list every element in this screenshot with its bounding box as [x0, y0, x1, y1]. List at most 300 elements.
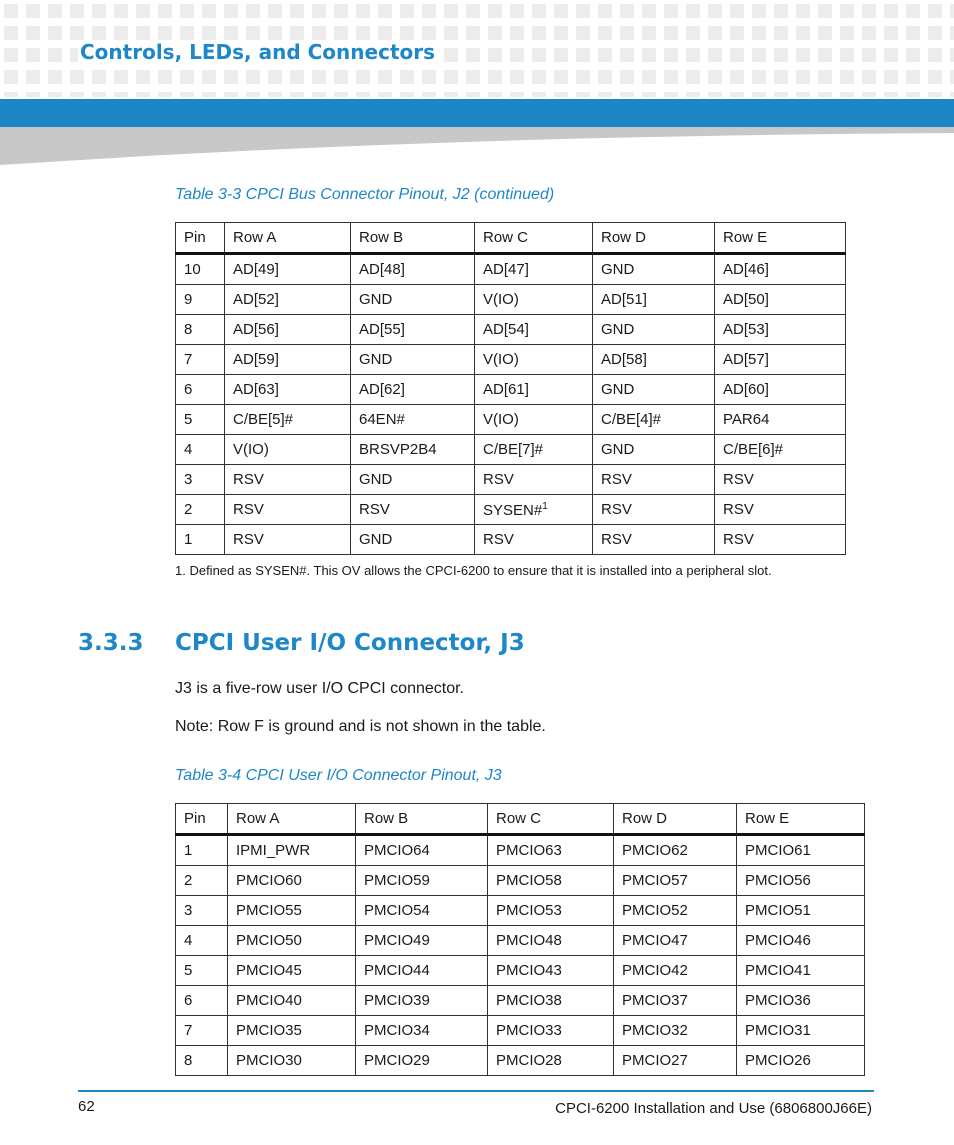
table-cell	[176, 465, 225, 495]
column-header: Pin	[176, 223, 225, 254]
pattern-square	[114, 26, 128, 40]
cell-value: PMCIO27	[622, 1052, 688, 1069]
pattern-square	[598, 4, 612, 18]
cell-value: 6	[184, 381, 193, 398]
pattern-square	[136, 70, 150, 84]
cell-value: PMCIO46	[745, 932, 811, 949]
pattern-square	[620, 26, 634, 40]
pattern-square	[488, 70, 502, 84]
cell-value: PMCIO51	[745, 902, 811, 919]
table-cell	[228, 866, 356, 896]
pattern-square	[334, 26, 348, 40]
pattern-square	[246, 4, 260, 18]
table-cell	[614, 866, 737, 896]
cell-value: GND	[359, 291, 393, 308]
table-cell	[351, 315, 475, 345]
pattern-square	[92, 26, 106, 40]
table-cell	[356, 1016, 488, 1046]
pattern-square	[136, 26, 150, 40]
section-number: 3.3.3	[78, 630, 144, 656]
pattern-square	[796, 92, 810, 97]
table-cell	[351, 435, 475, 465]
pattern-square	[708, 70, 722, 84]
pattern-square	[620, 4, 634, 18]
pattern-square	[840, 70, 854, 84]
table-cell	[225, 345, 351, 375]
pattern-square	[400, 4, 414, 18]
table-cell	[614, 986, 737, 1016]
cell-value: GND	[359, 471, 393, 488]
table-caption: Table 3-3 CPCI Bus Connector Pinout, J2 (continued)	[175, 186, 555, 203]
cell-value: PMCIO39	[364, 992, 430, 1009]
cell-value: BRSVP2B4	[359, 441, 437, 458]
table-cell	[176, 1046, 228, 1076]
pattern-square	[312, 92, 326, 97]
column-header: Row B	[351, 223, 475, 254]
pattern-square	[180, 92, 194, 97]
pattern-square	[598, 70, 612, 84]
pattern-square	[92, 4, 106, 18]
column-header: Row A	[225, 223, 351, 254]
pattern-square	[356, 4, 370, 18]
pattern-square	[268, 70, 282, 84]
pattern-square	[950, 26, 954, 40]
cell-value: C/BE[4]#	[601, 411, 662, 428]
table-cell	[176, 405, 225, 435]
pattern-square	[796, 26, 810, 40]
table-cell	[176, 525, 225, 555]
table-cell	[351, 525, 475, 555]
pattern-square	[224, 26, 238, 40]
table-cell	[593, 375, 715, 405]
table-row	[176, 956, 865, 986]
table-row	[176, 345, 846, 375]
table-cell	[176, 435, 225, 465]
pattern-square	[422, 26, 436, 40]
table-cell	[228, 835, 356, 866]
cell-value: C/BE[6]#	[723, 441, 784, 458]
pattern-square	[730, 48, 744, 62]
cell-value: RSV	[233, 531, 264, 548]
pattern-square	[862, 92, 876, 97]
pattern-square	[884, 48, 898, 62]
pattern-square	[378, 92, 392, 97]
table-cell	[475, 405, 593, 435]
pattern-square	[906, 4, 920, 18]
cell-value: 5	[184, 962, 193, 979]
table-row	[176, 1016, 865, 1046]
cell-value: 6	[184, 992, 193, 1009]
pattern-square	[378, 26, 392, 40]
pattern-square	[906, 26, 920, 40]
pattern-square	[642, 26, 656, 40]
table-cell	[593, 465, 715, 495]
pattern-square	[928, 48, 942, 62]
cell-value: PAR64	[723, 411, 770, 428]
pattern-square	[92, 92, 106, 97]
cell-value: PMCIO30	[236, 1052, 302, 1069]
note-paragraph: Note: Row F is ground and is not shown in the table.	[175, 718, 546, 735]
pattern-square	[4, 92, 18, 97]
pattern-square	[774, 48, 788, 62]
table-cell	[356, 986, 488, 1016]
pattern-square	[48, 48, 62, 62]
cell-value: AD[47]	[483, 261, 529, 278]
table-cell	[176, 495, 225, 525]
pattern-square	[290, 4, 304, 18]
pattern-square	[818, 92, 832, 97]
cell-value: 10	[184, 261, 201, 278]
pattern-square	[48, 26, 62, 40]
table-cell	[737, 1046, 865, 1076]
cell-value: RSV	[483, 471, 514, 488]
pattern-square	[334, 4, 348, 18]
pattern-square	[202, 70, 216, 84]
pattern-square	[730, 26, 744, 40]
table-cell	[715, 405, 846, 435]
cell-value: PMCIO55	[236, 902, 302, 919]
pattern-square	[796, 4, 810, 18]
pattern-square	[312, 70, 326, 84]
cell-value: RSV	[601, 501, 632, 518]
table-row	[176, 1046, 865, 1076]
pattern-square	[114, 92, 128, 97]
table-cell	[475, 345, 593, 375]
table-cell	[225, 465, 351, 495]
pattern-square	[466, 70, 480, 84]
pattern-square	[114, 4, 128, 18]
pattern-square	[136, 92, 150, 97]
cell-value: PMCIO62	[622, 842, 688, 859]
table-cell	[488, 835, 614, 866]
table-cell	[737, 1016, 865, 1046]
cell-value: RSV	[723, 471, 754, 488]
pattern-square	[290, 70, 304, 84]
table-cell	[176, 375, 225, 405]
table-cell	[176, 285, 225, 315]
table-cell	[475, 495, 593, 525]
table-cell	[351, 405, 475, 435]
pattern-square	[488, 48, 502, 62]
cell-value: PMCIO40	[236, 992, 302, 1009]
pattern-square	[312, 4, 326, 18]
cell-value: PMCIO28	[496, 1052, 562, 1069]
pattern-square	[752, 26, 766, 40]
pattern-square	[224, 70, 238, 84]
pattern-square	[708, 4, 722, 18]
table-cell	[176, 1016, 228, 1046]
pattern-square	[70, 92, 84, 97]
cell-value: V(IO)	[483, 291, 519, 308]
table-row	[176, 315, 846, 345]
table-cell	[475, 375, 593, 405]
cell-value: PMCIO56	[745, 872, 811, 889]
cell-value: PMCIO36	[745, 992, 811, 1009]
pattern-square	[730, 70, 744, 84]
table-cell	[593, 435, 715, 465]
pattern-square	[378, 4, 392, 18]
table-cell	[737, 835, 865, 866]
table-cell	[225, 315, 351, 345]
pattern-square	[664, 70, 678, 84]
table-cell	[225, 254, 351, 285]
pattern-square	[532, 70, 546, 84]
table-cell	[737, 896, 865, 926]
cell-value: AD[60]	[723, 381, 769, 398]
pattern-square	[466, 26, 480, 40]
column-header: Pin	[176, 804, 228, 835]
table-cell	[351, 285, 475, 315]
pattern-square	[158, 4, 172, 18]
pattern-square	[532, 48, 546, 62]
cell-value: PMCIO44	[364, 962, 430, 979]
pattern-square	[356, 70, 370, 84]
pattern-square	[444, 70, 458, 84]
footer-rule	[78, 1090, 874, 1092]
pattern-square	[422, 70, 436, 84]
table-cell	[475, 435, 593, 465]
table-cell	[715, 495, 846, 525]
pattern-square	[840, 92, 854, 97]
cell-value: AD[48]	[359, 261, 405, 278]
pattern-square	[950, 92, 954, 97]
pattern-square	[488, 26, 502, 40]
cell-value: AD[53]	[723, 321, 769, 338]
cell-value: RSV	[233, 501, 264, 518]
cell-value: PMCIO53	[496, 902, 562, 919]
table-cell	[176, 835, 228, 866]
cell-value: IPMI_PWR	[236, 842, 311, 859]
table-cell	[593, 405, 715, 435]
table-cell	[614, 896, 737, 926]
cell-value: PMCIO29	[364, 1052, 430, 1069]
table-cell	[488, 866, 614, 896]
cell-value: PMCIO60	[236, 872, 302, 889]
cell-value: PMCIO49	[364, 932, 430, 949]
table-cell	[351, 375, 475, 405]
cell-value: GND	[359, 351, 393, 368]
pattern-square	[928, 4, 942, 18]
pattern-square	[246, 70, 260, 84]
table-cell	[737, 956, 865, 986]
table-cell	[614, 1016, 737, 1046]
pattern-square	[862, 26, 876, 40]
cell-value: RSV	[601, 531, 632, 548]
pattern-square	[862, 4, 876, 18]
cell-value: PMCIO34	[364, 1022, 430, 1039]
cell-value: PMCIO42	[622, 962, 688, 979]
table-cell	[176, 956, 228, 986]
table-cell	[228, 1016, 356, 1046]
cell-value: PMCIO26	[745, 1052, 811, 1069]
pattern-square	[620, 48, 634, 62]
document-title: CPCI-6200 Installation and Use (6806800J66E)	[555, 1100, 872, 1117]
cell-value: PMCIO38	[496, 992, 562, 1009]
pattern-square	[642, 48, 656, 62]
pattern-square	[884, 4, 898, 18]
table-cell	[228, 896, 356, 926]
pattern-square	[774, 4, 788, 18]
table-cell	[593, 254, 715, 285]
cell-value: AD[57]	[723, 351, 769, 368]
column-header: Row E	[715, 223, 846, 254]
pattern-square	[26, 92, 40, 97]
table-row	[176, 435, 846, 465]
pattern-square	[510, 92, 524, 97]
cell-value: AD[59]	[233, 351, 279, 368]
cell-value: PMCIO48	[496, 932, 562, 949]
pattern-square	[532, 4, 546, 18]
pattern-square	[796, 48, 810, 62]
pattern-square	[4, 70, 18, 84]
footnote-marker: 1	[542, 500, 548, 512]
cell-value: PMCIO45	[236, 962, 302, 979]
pattern-square	[884, 26, 898, 40]
pattern-square	[70, 70, 84, 84]
pattern-square	[554, 70, 568, 84]
column-header: Row C	[488, 804, 614, 835]
table-cell	[715, 465, 846, 495]
pattern-square	[510, 26, 524, 40]
table-row	[176, 285, 846, 315]
cell-value: PMCIO57	[622, 872, 688, 889]
pattern-square	[114, 70, 128, 84]
table-cell	[176, 345, 225, 375]
pattern-square	[730, 4, 744, 18]
cell-value: PMCIO50	[236, 932, 302, 949]
header-bar	[0, 99, 954, 127]
pattern-square	[268, 26, 282, 40]
table-cell	[488, 1046, 614, 1076]
pattern-square	[664, 4, 678, 18]
table-cell	[715, 435, 846, 465]
pattern-square	[400, 92, 414, 97]
pattern-square	[774, 70, 788, 84]
column-header: Row C	[475, 223, 593, 254]
table-cell	[356, 866, 488, 896]
table-row	[176, 866, 865, 896]
pattern-square	[884, 70, 898, 84]
table-cell	[228, 926, 356, 956]
cell-value: 64EN#	[359, 411, 405, 428]
pattern-square	[334, 70, 348, 84]
table-cell	[593, 495, 715, 525]
pattern-square	[136, 4, 150, 18]
pattern-square	[444, 92, 458, 97]
table-cell	[488, 956, 614, 986]
pattern-square	[48, 92, 62, 97]
table-cell	[475, 465, 593, 495]
table-cell	[737, 926, 865, 956]
chapter-title: Controls, LEDs, and Connectors	[80, 40, 436, 64]
section-title: CPCI User I/O Connector, J3	[175, 630, 525, 656]
pattern-square	[510, 4, 524, 18]
pattern-square	[686, 26, 700, 40]
pattern-square	[708, 26, 722, 40]
table-cell	[715, 345, 846, 375]
table-row	[176, 525, 846, 555]
table-cell	[475, 315, 593, 345]
table-cell	[176, 315, 225, 345]
cell-value: C/BE[5]#	[233, 411, 294, 428]
table-cell	[356, 956, 488, 986]
table-row	[176, 375, 846, 405]
pattern-square	[686, 48, 700, 62]
cell-value: 8	[184, 321, 193, 338]
pattern-square	[356, 26, 370, 40]
pattern-square	[752, 48, 766, 62]
pattern-square	[510, 48, 524, 62]
table-cell	[228, 956, 356, 986]
column-header: Row D	[614, 804, 737, 835]
pattern-square	[488, 4, 502, 18]
pattern-square	[730, 92, 744, 97]
cell-value: 4	[184, 932, 193, 949]
cell-value: GND	[601, 441, 635, 458]
table-row	[176, 465, 846, 495]
pattern-square	[202, 92, 216, 97]
table-row	[176, 896, 865, 926]
cell-value: AD[62]	[359, 381, 405, 398]
table-caption: Table 3-4 CPCI User I/O Connector Pinout, J3	[175, 767, 502, 784]
cell-value: AD[52]	[233, 291, 279, 308]
table-cell	[225, 495, 351, 525]
pattern-square	[510, 70, 524, 84]
table-row	[176, 926, 865, 956]
table-cell	[488, 896, 614, 926]
table-cell	[225, 285, 351, 315]
pattern-square	[202, 4, 216, 18]
pattern-square	[378, 70, 392, 84]
pattern-square	[422, 92, 436, 97]
pattern-square	[268, 4, 282, 18]
pattern-square	[928, 26, 942, 40]
table-cell	[351, 495, 475, 525]
pattern-square	[664, 92, 678, 97]
table-cell	[614, 926, 737, 956]
cell-value: 8	[184, 1052, 193, 1069]
column-header: Row D	[593, 223, 715, 254]
pattern-square	[774, 26, 788, 40]
pattern-square	[642, 92, 656, 97]
cell-value: PMCIO33	[496, 1022, 562, 1039]
cell-value: PMCIO58	[496, 872, 562, 889]
cell-value: V(IO)	[483, 411, 519, 428]
table-row	[176, 835, 865, 866]
pattern-square	[158, 26, 172, 40]
pattern-square	[4, 26, 18, 40]
pattern-square	[862, 70, 876, 84]
cell-value: AD[51]	[601, 291, 647, 308]
pattern-square	[950, 48, 954, 62]
pattern-square	[488, 92, 502, 97]
table-cell	[351, 345, 475, 375]
pattern-square	[70, 26, 84, 40]
cell-value: PMCIO41	[745, 962, 811, 979]
header-swoosh	[0, 127, 954, 165]
pattern-square	[334, 92, 348, 97]
pattern-square	[48, 70, 62, 84]
cell-value: V(IO)	[483, 351, 519, 368]
pattern-square	[774, 92, 788, 97]
cell-value: AD[46]	[723, 261, 769, 278]
pattern-square	[906, 48, 920, 62]
table-row	[176, 986, 865, 1016]
cell-value: 3	[184, 471, 193, 488]
table-cell	[488, 986, 614, 1016]
pattern-square	[642, 4, 656, 18]
table-cell	[225, 435, 351, 465]
